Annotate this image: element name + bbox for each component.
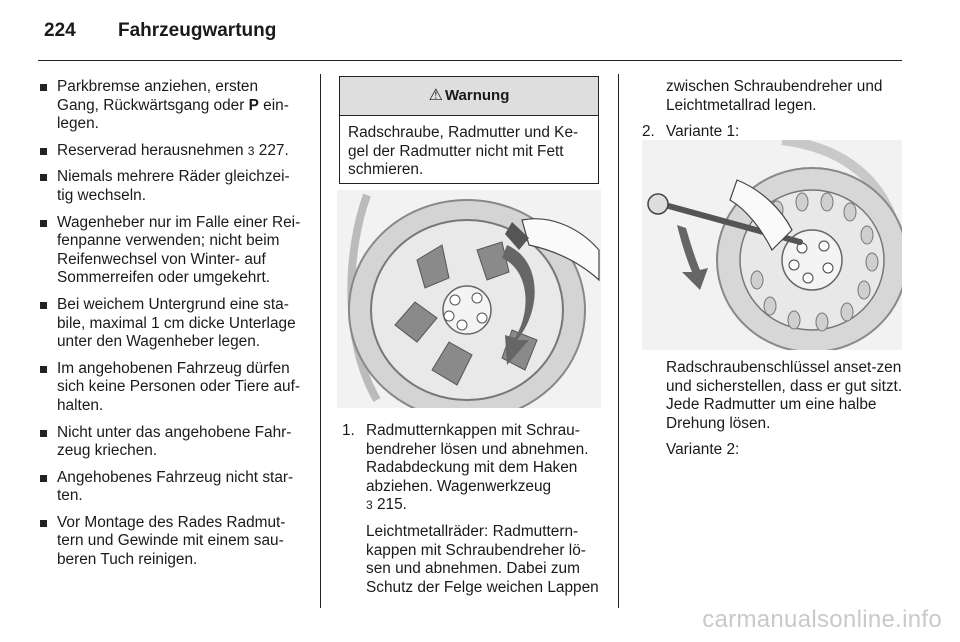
warning-text: Radschraube, Radmutter und Ke-gel der Radmutter nicht mit Fett schmieren. [348, 124, 579, 179]
step-number: 1. [342, 422, 355, 439]
warning-title: Warnung [444, 87, 510, 104]
column-divider-1 [320, 74, 321, 608]
header-rule [38, 60, 902, 61]
warning-box [339, 76, 599, 184]
step-text: Radschraubenschlüssel anset-zen und sicherstellen, dass er gut sitzt. Jede Radmutter um eine halbe Drehung lösen. [666, 359, 903, 432]
list-item: Bei weichem Untergrund eine sta-bile, maximal 1 cm dicke Unterlage unter den Wagenheber legen. [38, 296, 304, 352]
column-middle [342, 422, 608, 597]
list-item: Vor Montage des Rades Radmut-tern und Gewinde mit einem sau-beren Tuch reinigen. [38, 514, 304, 570]
column-left [38, 78, 304, 578]
hubcap-removal-illustration [337, 190, 601, 408]
page-ref-icon: 3 [366, 498, 373, 513]
list-item: Wagenheber nur im Falle einer Rei-fenpanne verwenden; nicht beim Reifenwechsel von Winter- auf Sommerreifen oder umgekehrt. [38, 214, 304, 288]
list-item: Angehobenes Fahrzeug nicht star-ten. [38, 469, 304, 506]
warning-header [340, 77, 598, 116]
continued-text: zwischen Schraubendreher und Leichtmetallrad legen. [666, 78, 883, 114]
watermark: carmanualsonline.info [702, 606, 942, 633]
page-ref-icon: 3 [247, 143, 255, 158]
page-header [44, 20, 276, 42]
warning-triangle-icon: ⚠ [428, 87, 443, 104]
variant-label: Variante 2: [666, 441, 740, 459]
list-item: Niemals mehrere Räder gleichzei-tig wechseln. [38, 168, 304, 205]
step-2-details [666, 359, 906, 460]
list-item: Parkbremse anziehen, ersten Gang, Rückwärtsgang oder P ein-legen. [38, 78, 304, 134]
step-note: Leichtmetallräder: Radmuttern-kappen mit Schraubendreher lö-sen und abnehmen. Dabei zum Schutz der Felge weichen Lappen [366, 522, 599, 596]
step-number: 2. [642, 123, 655, 141]
step-label: Variante 1: [666, 123, 740, 141]
column-right [642, 78, 907, 142]
list-item: Reserverad herausnehmen 3 227. [38, 142, 304, 161]
column-divider-2 [618, 74, 619, 608]
page-number: 224 [44, 20, 76, 41]
step-1: 1. Radmutternkappen mit Schrau-bendreher lösen und abnehmen. Radabdeckung mit dem Haken abziehen. Wagenwerkzeug 3 215. Leichtmetallräder: Radmuttern-kappen mit Schraubendreher lö-sen und abnehmen. Dabei zum Schutz der Felge weichen Lappen [342, 422, 608, 597]
list-item: Im angehobenen Fahrzeug dürfen sich keine Personen oder Tiere auf-halten. [38, 360, 304, 416]
list-item: Nicht unter das angehobene Fahr-zeug kriechen. [38, 424, 304, 461]
step-2 [642, 123, 907, 142]
wheel-wrench-illustration [642, 140, 902, 350]
bullet-list [38, 78, 304, 570]
page-title: Fahrzeugwartung [118, 20, 277, 41]
